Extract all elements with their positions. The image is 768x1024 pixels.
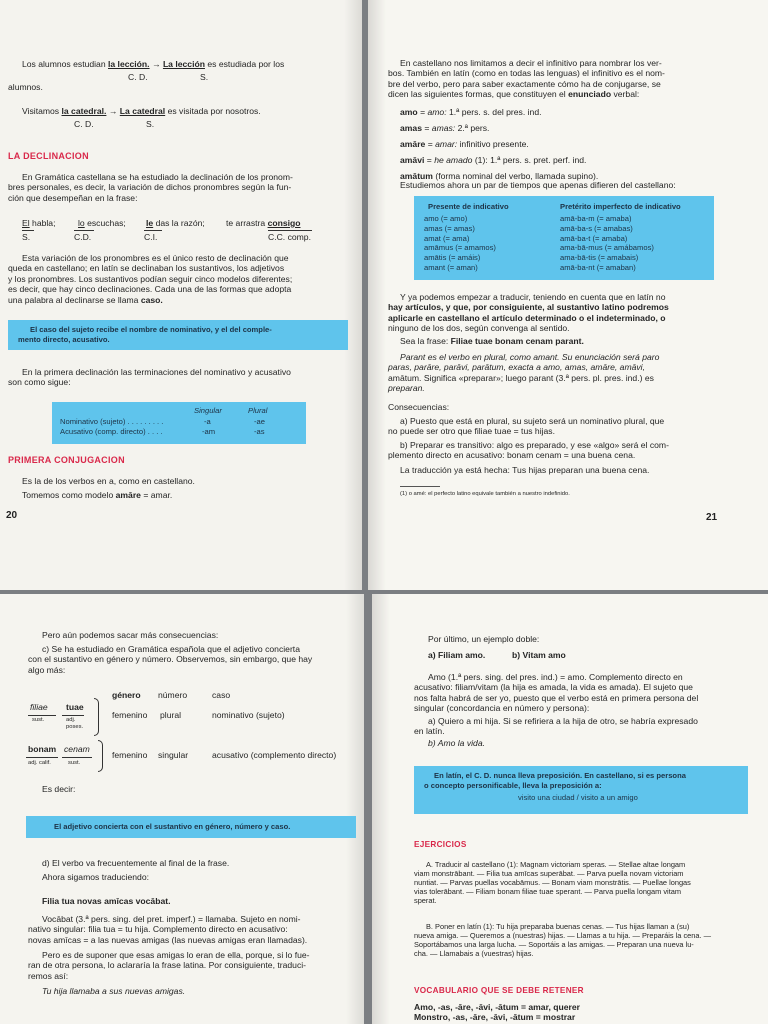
paragraph-amigas: Pero es de suponer que esas amigas lo eran de ella, porque, si lo fue- ran de otra persona, lo aclararía la frase latina. Por consiguiente, traduci- remos así: bbox=[28, 950, 310, 981]
label-s: S. bbox=[22, 232, 31, 242]
pronoun-example-4: te arrastra consigo bbox=[226, 218, 301, 228]
consecuencias-label: Consecuencias: bbox=[388, 402, 450, 412]
pronoun-example-2: lo escuchas; bbox=[78, 218, 126, 228]
sigamos-traduciendo: Ahora sigamos traduciendo: bbox=[42, 872, 150, 882]
brace-icon bbox=[98, 740, 103, 772]
example-a: a) Filiam amo. bbox=[428, 650, 486, 660]
pronoun-example-1: El habla; bbox=[22, 218, 56, 228]
word-bonam: bonam bbox=[28, 744, 57, 754]
final-translation: Tu hija llamaba a sus nuevas amigas. bbox=[42, 986, 186, 996]
endings-table: Singular Plural Nominativo (sujeto) . . . . . . . . . -a -ae Acusativo (comp. directo) . . . . -am -as bbox=[52, 402, 306, 444]
example-1-cont: alumnos. bbox=[8, 82, 43, 92]
callout-box: El caso del sujeto recibe el nombre de nominativo, y el del comple- mento directo, acusativo. bbox=[8, 320, 348, 350]
callout-box: El adjetivo concierta con el sustantivo en género, número y caso. bbox=[26, 816, 356, 838]
label-s: S. bbox=[200, 72, 209, 82]
example-b: b) Vitam amo bbox=[512, 650, 566, 660]
label-cd: C. D. bbox=[74, 119, 94, 129]
col-genero: género bbox=[112, 690, 141, 700]
col-plural: Plural bbox=[248, 406, 268, 415]
traduccion-hecha: La traducción ya está hecha: Tus hijas preparan una buena cena. bbox=[400, 465, 650, 475]
col-numero: número bbox=[158, 690, 188, 700]
preterito-forms: amā-ba-m (= amaba) amā-ba-s (= amabas) amā-ba-t (= amaba) ama-bā-mus (= amábamos) ama-bā-tis (= amabais) amā-ba-nt (= amaban) bbox=[560, 214, 654, 272]
page-23 bbox=[372, 594, 768, 1024]
consecuencia-c: c) Se ha estudiado en Gramática española que el adjetivo concierta con el sustantivo en género y número. Observemos, sin embargo, que hay algo más: bbox=[28, 644, 313, 675]
page-20 bbox=[0, 0, 362, 590]
heading-vocabulario: VOCABULARIO QUE SE DEBE RETENER bbox=[414, 986, 584, 995]
ejemplo-doble: Por último, un ejemplo doble: bbox=[428, 634, 540, 644]
line-consecuencias: Pero aún podemos sacar más consecuencias: bbox=[42, 630, 219, 640]
exercise-a: A. Traducir al castellano (1): Magnam victoriam speras. — Stellae altae longam viam monstrābant. — Filia tua amīcas superābat. — Parva puella novam victoriam nuntiat. — Parvas puellas vocabāmus. — Bonam viam monstrātis. — Puellae longas vias tolerābant. — Filiam bonam filiae tuae sperant. — Parva puella longam vitam sperat. bbox=[414, 860, 691, 905]
gutter-shadow bbox=[372, 594, 390, 1024]
paragraph-amo: Amo (1.ª pers. sing. del pres. ind.) = amo. Complemento directo en acusativo: filiam/vitam (la hija es amada, la vida es amada). El sujeto que nos falta habrá de ser yo, puesto que el verbo está en primera persona del singular (concordancia en número y persona): bbox=[414, 672, 699, 714]
word-filiae: filiae bbox=[30, 702, 48, 712]
es-decir: Es decir: bbox=[42, 784, 76, 794]
vocab-amo: Amo, -as, -āre, -āvi, -ātum = amar, querer bbox=[414, 1002, 580, 1012]
example-2-line: Visitamos la catedral. → La catedral es visitada por nosotros. bbox=[22, 106, 261, 116]
word-cenam: cenam bbox=[64, 744, 90, 754]
row-acusativo: Acusativo (comp. directo) . . . . bbox=[60, 427, 163, 436]
vocab-monstro: Monstro, -as, -āre, -āvi, -ātum = mostrar bbox=[414, 1012, 576, 1022]
heading-primera-conjugacion: PRIMERA CONJUGACION bbox=[8, 455, 125, 465]
label-s: S. bbox=[146, 119, 155, 129]
label-cd: C. D. bbox=[128, 72, 148, 82]
sentence-2: Filia tua novas amīcas vocābat. bbox=[42, 896, 171, 906]
page-22: Pero aún podemos sacar más consecuencias: c) Se ha estudiado en Gramática española que el adjetivo concierta con el sustantivo en género y número. Observemos, sin embargo, que hay algo más: género número caso filiae tuae sust. adj. poses. femenino plural nominativo (sujeto) bonam cenam adj. calif. sust. femenino singular acusativo (complemento directo) Es decir: El adjetivo concierta con el sustantivo en género, número y caso. d) El verbo va frecuentemente al final de la frase. Ahora sigamos traduciendo: Filia tua novas amīcas vocābat. Vocābat (3.ª pers. sing. del pret. imperf.) = llamaba. Sujeto en nomi- nativo singular: filia tua = tu hija. Complemento directo en acusativo: novas amīcas = a las nuevas amigas (las nuevas amigas eran llamadas). Pero es de suponer que esas amigas lo eran de ella, porque, si lo fue- ran de otra persona, lo aclararía la frase latina. Por consiguiente, traduci- remos así: Tu hija llamaba a sus nuevas amigas. bbox=[0, 594, 364, 1024]
page-number: 20 bbox=[6, 510, 18, 521]
col-singular: Singular bbox=[194, 406, 222, 415]
paragraph-declinacion: En Gramática castellana se ha estudiado la declinación de los pronom- bres personales, es decir, la variación de dichos pronombres según la fun- ción que desempeñan en la frase: bbox=[8, 172, 293, 203]
heading-ejercicios: EJERCICIOS bbox=[414, 840, 467, 849]
col-presente: Presente de indicativo bbox=[428, 202, 509, 211]
verb-forms-list: amo = amo: 1.ª pers. s. del pres. ind. amas = amas: 2.ª pers. amāre = amar: infinitivo presente. amāvi = he amado (1): 1.ª pers. s. pret. perf. ind. amātum (forma nominal del verbo, llamada supino). bbox=[400, 107, 599, 181]
label-ci: C.I. bbox=[144, 232, 158, 242]
example-1-line: Los alumnos estudian la lección. → La lección es estudiada por los bbox=[22, 59, 285, 69]
footnote: (1) o amé: el perfecto latino equivale también a nuestro indefinido. bbox=[400, 491, 570, 497]
pronoun-example-3: le das la razón; bbox=[146, 218, 205, 228]
callout-box: En latín, el C. D. nunca lleva preposición. En castellano, si es persona o concepto personificable, lleva la preposición a: visito una ciudad / visito a un amigo bbox=[414, 766, 748, 814]
paragraph-traducir: Y ya podemos empezar a traducir, teniendo en cuenta que en latín no hay artículos, y que, por consiguiente, al sustantivo latino podremos aplicarle en castellano el artículo determinado o el indeterminado, o ninguno de los dos, según convenga al sentido. bbox=[388, 292, 669, 334]
consecuencia-d: d) El verbo va frecuentemente al final de la frase. bbox=[42, 858, 230, 868]
word-tuae: tuae bbox=[66, 702, 84, 712]
consecuencia-b: b) Preparar es transitivo: algo es preparado, y ese «algo» será el com- plemento directo en acusativo: bonam cenam = una buena cena. bbox=[388, 440, 669, 461]
paragraph-terminaciones: En la primera declinación las terminaciones del nominativo y acusativo son como sigue: bbox=[8, 367, 291, 388]
label-cc: C.C. comp. bbox=[268, 232, 311, 242]
brace-icon bbox=[94, 698, 99, 736]
label-cd: C.D. bbox=[74, 232, 92, 242]
answer-b: b) Amo la vida. bbox=[428, 738, 485, 748]
col-preterito: Pretérito imperfecto de indicativo bbox=[560, 202, 681, 211]
page-21 bbox=[368, 0, 768, 590]
conjugation-table bbox=[414, 196, 714, 280]
study-line: Estudiemos ahora un par de tiempos que apenas difieren del castellano: bbox=[400, 180, 676, 190]
paragraph-parant: Parant es el verbo en plural, como amant. Su enunciación será paro paras, parāre, parāvi, parātum, exacta a amo, amas, amāre, amāvi, amātum. Significa «preparar»; luego parant (3.ª pers. pl. pres. ind.) es preparan. bbox=[388, 352, 660, 394]
row-nominativo: Nominativo (sujeto) . . . . . . . . . bbox=[60, 417, 164, 426]
page-number: 21 bbox=[706, 512, 718, 523]
presente-forms: amo (= amo) amas (= amas) amat (= ama) amāmus (= amamos) amātis (= amáis) amant (= aman) bbox=[424, 214, 496, 272]
col-caso: caso bbox=[212, 690, 231, 700]
conj-line-2: Tomemos como modelo amāre = amar. bbox=[22, 490, 173, 500]
consecuencia-a: a) Puesto que está en plural, su sujeto será un nominativo plural, que no puede ser otro que filiae tuae = tus hijas. bbox=[388, 416, 665, 437]
exercise-b: B. Poner en latín (1): Tu hija preparaba buenas cenas. — Tus hijas llaman a (su) nueva amiga. — Queremos a (nuestras) hijas. — Llamas a tu hija. — Preparáis la cena. — Soportábamos una larga lucha. — Soportáis a las amigas. — Preparan una nueva lu- cha. — Llamabais a (vuestras) hijas. bbox=[414, 922, 711, 958]
conj-line-1: Es la de los verbos en a, como en castellano. bbox=[22, 476, 195, 486]
paragraph-variacion: Esta variación de los pronombres es el único resto de declinación que queda en castellano; en latín se declinaban los sustantivos, los adjetivos y los pronombres. Los sustantivos podían seguir cinco modelos diferentes; es decir, que hay cinco declinaciones. Cada una de las formas que adopta una palabra al declinarse se llama caso. bbox=[8, 253, 293, 305]
gutter-shadow bbox=[368, 0, 386, 590]
sentence-line: Sea la frase: Filiae tuae bonam cenam parant. bbox=[400, 336, 584, 346]
heading-declinacion: LA DECLINACION bbox=[8, 151, 89, 161]
paragraph-infinitivo: En castellano nos limitamos a decir el infinitivo para nombrar los ver- bos. También en latín (como en todas las lenguas) el infinitivo es el nom- bre del verbo, pero para saber exactamente cómo ha de conjugarse, se dicen las siguientes formas, que constituyen el enunciado verbal: bbox=[388, 58, 665, 100]
paragraph-vocabat: Vocābat (3.ª pers. sing. del pret. imperf.) = llamaba. Sujeto en nomi- nativo singular: filia tua = tu hija. Complemento directo en acusativo: novas amīcas = a las nuevas amigas (las nuevas amigas eran llamadas). bbox=[28, 914, 308, 945]
answer-a: a) Quiero a mi hija. Si se refiriera a la hija de otro, se habría expresado en latín. bbox=[414, 716, 698, 737]
